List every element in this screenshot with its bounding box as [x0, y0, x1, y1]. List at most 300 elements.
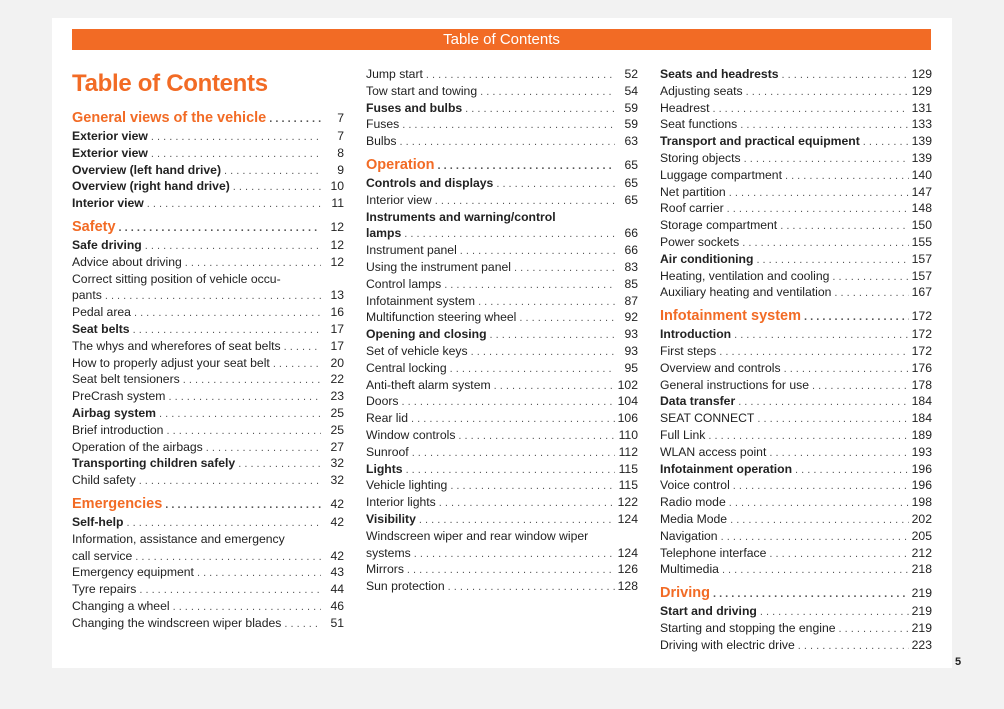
- toc-entry[interactable]: [660, 343, 932, 360]
- toc-entry[interactable]: [366, 427, 638, 444]
- toc-entry[interactable]: [660, 326, 932, 343]
- dot-leader: [151, 129, 321, 146]
- toc-entry[interactable]: [72, 598, 344, 615]
- dot-leader: [159, 406, 321, 423]
- toc-entry[interactable]: [72, 531, 344, 548]
- toc-entry-title: Safety: [72, 218, 116, 235]
- toc-entry-title: Exterior view: [72, 145, 148, 160]
- dot-leader: [721, 529, 909, 546]
- toc-page-number: 32: [330, 473, 344, 488]
- toc-entry[interactable]: [366, 309, 638, 326]
- toc-entry[interactable]: [660, 234, 932, 251]
- toc-entry[interactable]: [366, 100, 638, 117]
- dot-leader: [769, 445, 908, 462]
- toc-entry[interactable]: [660, 561, 932, 578]
- toc-entry[interactable]: [660, 511, 932, 528]
- toc-page-number: 124: [617, 511, 638, 526]
- dot-leader: [460, 243, 615, 260]
- toc-page-number: 148: [911, 201, 932, 216]
- toc-entry[interactable]: [366, 444, 638, 461]
- toc-entry-title: PreCrash system: [72, 389, 166, 404]
- dot-leader: [769, 546, 908, 563]
- toc-entry-title: Advice about driving: [72, 254, 182, 269]
- toc-entry[interactable]: [72, 128, 344, 145]
- toc-entry[interactable]: [366, 477, 638, 494]
- header-bar: Table of Contents: [72, 29, 931, 50]
- dot-leader: [119, 218, 321, 238]
- dot-leader: [224, 163, 321, 180]
- dot-leader: [173, 599, 321, 616]
- toc-page-number: 189: [911, 427, 932, 442]
- toc-page-number: 43: [330, 565, 344, 580]
- toc-entry[interactable]: [660, 528, 932, 545]
- toc-page-number: 223: [911, 637, 932, 652]
- toc-entry[interactable]: [72, 287, 344, 304]
- toc-entry[interactable]: [366, 192, 638, 209]
- toc-page-number: 110: [618, 427, 638, 442]
- toc-entry[interactable]: [72, 271, 344, 288]
- toc-page-number: 122: [617, 495, 638, 510]
- toc-entry[interactable]: [72, 254, 344, 271]
- toc-entry[interactable]: [72, 548, 344, 565]
- toc-entry[interactable]: [72, 321, 344, 338]
- toc-page-number: 12: [330, 219, 344, 234]
- toc-entry-title: Full Link: [660, 427, 706, 442]
- toc-entry[interactable]: [366, 242, 638, 259]
- toc-entry[interactable]: [660, 444, 932, 461]
- toc-entry-title: The whys and wherefores of seat belts: [72, 338, 281, 353]
- toc-page-number: 129: [911, 83, 932, 98]
- toc-entry[interactable]: [366, 578, 638, 595]
- toc-entry-title: Fuses: [366, 117, 400, 132]
- dot-leader: [863, 134, 909, 151]
- toc-page-number: 22: [330, 372, 344, 387]
- toc-page-number: 20: [330, 355, 344, 370]
- toc-entry[interactable]: [72, 338, 344, 355]
- toc-entry[interactable]: [660, 268, 932, 285]
- dot-leader: [757, 411, 908, 428]
- dot-leader: [166, 423, 321, 440]
- dot-leader: [414, 546, 615, 563]
- dot-leader: [426, 67, 615, 84]
- toc-entry[interactable]: [366, 360, 638, 377]
- toc-entry[interactable]: [366, 116, 638, 133]
- dot-leader: [712, 101, 908, 118]
- toc-entry[interactable]: [366, 410, 638, 427]
- toc-page-number: 8: [337, 145, 344, 160]
- toc-entry-title: lamps: [366, 226, 402, 241]
- dot-leader: [708, 428, 908, 445]
- toc-entry-title: Using the instrument panel: [366, 259, 511, 274]
- toc-entry[interactable]: [366, 561, 638, 578]
- toc-page-number: 17: [330, 321, 344, 336]
- toc-page-number: 12: [330, 237, 344, 252]
- dot-leader: [450, 361, 615, 378]
- toc-entry[interactable]: [366, 293, 638, 310]
- toc-page-number: 184: [911, 411, 932, 426]
- dot-leader: [490, 327, 615, 344]
- toc-entry-title: Sun protection: [366, 579, 445, 594]
- toc-entry[interactable]: [72, 388, 344, 405]
- dot-leader: [746, 84, 909, 101]
- toc-entry-title: Transport and practical equipment: [660, 134, 860, 149]
- toc-entry[interactable]: [366, 175, 638, 192]
- toc-entry[interactable]: [660, 637, 932, 654]
- toc-entry-title: Exterior view: [72, 129, 148, 143]
- toc-page-number: 172: [911, 309, 932, 324]
- dot-leader: [105, 288, 321, 305]
- toc-entry[interactable]: [366, 66, 638, 83]
- toc-page-number: 219: [911, 586, 932, 601]
- toc-entry[interactable]: [72, 304, 344, 321]
- toc-entry-title: How to properly adjust your seat belt: [72, 355, 270, 370]
- toc-chapter[interactable]: [72, 494, 344, 514]
- toc-page-number: 59: [624, 117, 638, 132]
- toc-entry[interactable]: [660, 461, 932, 478]
- toc-entry-title: Changing the windscreen wiper blades: [72, 615, 282, 630]
- toc-entry-title: Infotainment system: [660, 308, 801, 325]
- toc-page-number: 92: [624, 310, 638, 325]
- toc-page-number: 95: [624, 360, 638, 375]
- toc-entry-title: Multifunction steering wheel: [366, 310, 517, 325]
- toc-page-number: 9: [337, 162, 344, 177]
- dot-leader: [412, 445, 615, 462]
- toc-page-number: 102: [617, 377, 638, 392]
- dot-leader: [407, 562, 615, 579]
- toc-entry-title: Rear lid: [366, 411, 408, 426]
- toc-entry[interactable]: [366, 225, 638, 242]
- toc-entry[interactable]: [366, 461, 638, 478]
- toc-page-number: 66: [624, 226, 638, 241]
- toc-page-number: 104: [617, 394, 638, 409]
- dot-leader: [730, 512, 909, 529]
- dot-leader: [419, 512, 615, 529]
- dot-leader: [411, 411, 615, 428]
- toc-page-number: 128: [617, 579, 638, 594]
- toc-page-number: 51: [330, 615, 344, 630]
- toc-page-number: 176: [911, 360, 932, 375]
- toc-page-number: 193: [911, 444, 932, 459]
- toc-entry-title: General instructions for use: [660, 377, 810, 392]
- toc-entry[interactable]: [366, 343, 638, 360]
- dot-leader: [183, 372, 321, 389]
- dot-leader: [404, 226, 615, 243]
- toc-entry[interactable]: [72, 162, 344, 179]
- toc-entry-title: Window controls: [366, 427, 456, 442]
- toc-entry-title: WLAN access point: [660, 444, 767, 459]
- toc-chapter[interactable]: [72, 108, 344, 128]
- dot-leader: [402, 117, 615, 134]
- toc-entry[interactable]: [660, 545, 932, 562]
- toc-entry[interactable]: [660, 200, 932, 217]
- dot-leader: [269, 109, 321, 129]
- dot-leader: [744, 151, 909, 168]
- toc-page-number: 167: [911, 285, 932, 300]
- toc-entry-title: Anti-theft alarm system: [366, 377, 491, 392]
- toc-page-number: 218: [911, 562, 932, 577]
- toc-page-number: 16: [330, 305, 344, 320]
- toc-page-number: 7: [337, 111, 344, 125]
- dot-leader: [519, 310, 615, 327]
- dot-leader: [729, 495, 909, 512]
- toc-page-number: 52: [624, 67, 638, 81]
- toc-entry[interactable]: [72, 514, 344, 531]
- toc-entry-title: Introduction: [660, 327, 732, 342]
- dot-leader: [284, 339, 321, 356]
- toc-entry[interactable]: [366, 393, 638, 410]
- toc-entry[interactable]: [660, 427, 932, 444]
- toc-entry[interactable]: [72, 615, 344, 632]
- toc-entry[interactable]: [660, 184, 932, 201]
- dot-leader: [133, 322, 321, 339]
- dot-leader: [719, 344, 908, 361]
- toc-entry-title: Operation of the airbags: [72, 439, 203, 454]
- toc-entry-title: Driving: [660, 585, 710, 602]
- toc-chapter[interactable]: [660, 306, 932, 326]
- dot-leader: [782, 67, 909, 84]
- toc-entry-title: Starting and stopping the engine: [660, 620, 836, 635]
- dot-leader: [139, 473, 321, 490]
- toc-entry[interactable]: [366, 209, 638, 226]
- toc-page-number: 172: [911, 343, 932, 358]
- toc-entry-title: call service: [72, 548, 133, 563]
- toc-entry[interactable]: [660, 83, 932, 100]
- toc-entry[interactable]: [72, 355, 344, 372]
- toc-entry-title: First steps: [660, 343, 717, 358]
- toc-entry-title: Overview (right hand drive): [72, 179, 230, 194]
- toc-page-number: 23: [330, 389, 344, 404]
- toc-entry[interactable]: [660, 360, 932, 377]
- toc-entry[interactable]: [72, 581, 344, 598]
- toc-entry-title: Vehicle lighting: [366, 478, 448, 493]
- toc-page-number: 63: [624, 134, 638, 149]
- toc-entry[interactable]: [660, 217, 932, 234]
- toc-page-number: 10: [330, 179, 344, 194]
- dot-leader: [134, 305, 321, 322]
- toc-entry-title: Emergency equipment: [72, 565, 194, 580]
- toc-page-number: 205: [911, 528, 932, 543]
- toc-entry-title: Airbag system: [72, 405, 156, 420]
- toc-entry[interactable]: [72, 195, 344, 212]
- toc-page-number: 196: [911, 461, 932, 476]
- dot-leader: [785, 168, 909, 185]
- toc-page-number: 139: [911, 134, 932, 149]
- toc-page-number: 13: [330, 288, 344, 303]
- toc-entry[interactable]: [72, 564, 344, 581]
- toc-entry-title: Opening and closing: [366, 327, 487, 342]
- toc-entry[interactable]: [366, 545, 638, 562]
- toc-entry-title: Air conditioning: [660, 251, 754, 266]
- toc-entry-title: Auxiliary heating and ventilation: [660, 285, 832, 300]
- toc-entry-title: Voice control: [660, 478, 730, 493]
- toc-entry[interactable]: [660, 251, 932, 268]
- toc-entry-title: Infotainment system: [366, 293, 476, 308]
- toc-entry[interactable]: [660, 393, 932, 410]
- toc-entry[interactable]: [366, 494, 638, 511]
- dot-leader: [233, 179, 321, 196]
- toc-page-number: 42: [330, 514, 344, 529]
- toc-entry[interactable]: [72, 439, 344, 456]
- dot-leader: [734, 327, 909, 344]
- toc-column-2: [366, 66, 638, 595]
- toc-page-number: 65: [624, 175, 638, 190]
- toc-entry-title: Data transfer: [660, 394, 736, 409]
- dot-leader: [722, 562, 909, 579]
- toc-entry[interactable]: [660, 66, 932, 83]
- toc-entry[interactable]: [72, 455, 344, 472]
- toc-entry[interactable]: [366, 326, 638, 343]
- toc-entry[interactable]: [660, 410, 932, 427]
- toc-entry-title: Emergencies: [72, 495, 163, 512]
- toc-entry-title: Net partition: [660, 184, 726, 199]
- toc-entry[interactable]: [72, 145, 344, 162]
- toc-entry-title: Headrest: [660, 100, 710, 115]
- toc-entry[interactable]: [660, 100, 932, 117]
- toc-entry-title: Lights: [366, 461, 403, 476]
- toc-page-number: 184: [911, 394, 932, 409]
- toc-entry-title: Telephone interface: [660, 545, 767, 560]
- toc-page-number: 196: [911, 478, 932, 493]
- toc-entry[interactable]: [366, 259, 638, 276]
- toc-page-number: 42: [330, 496, 344, 511]
- toc-page-number: 25: [330, 422, 344, 437]
- toc-entry-title: Operation: [366, 156, 435, 173]
- toc-entry-title: Child safety: [72, 473, 136, 488]
- toc-entry[interactable]: [72, 237, 344, 254]
- toc-entry[interactable]: [660, 284, 932, 301]
- toc-chapter[interactable]: [366, 155, 638, 175]
- dot-leader: [238, 456, 321, 473]
- toc-entry[interactable]: [660, 133, 932, 150]
- dot-leader: [756, 252, 908, 269]
- toc-page-number: 115: [618, 478, 638, 493]
- dot-leader: [795, 462, 909, 479]
- toc-page-number: 83: [624, 259, 638, 274]
- toc-entry-title: pants: [72, 288, 102, 303]
- dot-leader: [165, 495, 321, 515]
- dot-leader: [400, 134, 616, 151]
- toc-page-number: 129: [911, 67, 932, 81]
- toc-page-number: 85: [624, 276, 638, 291]
- toc-page-number: 155: [911, 234, 932, 249]
- dot-leader: [832, 269, 908, 286]
- toc-entry[interactable]: [72, 371, 344, 388]
- toc-entry-title: Visibility: [366, 511, 416, 526]
- dot-leader: [839, 621, 909, 638]
- toc-page-number: 65: [624, 192, 638, 207]
- toc-entry[interactable]: [660, 167, 932, 184]
- toc-entry[interactable]: [366, 377, 638, 394]
- toc-entry-title: Seat belt tensioners: [72, 372, 180, 387]
- toc-entry-title: Safe driving: [72, 237, 142, 252]
- toc-entry-title: Roof carrier: [660, 201, 724, 216]
- toc-page-number: 219: [911, 604, 932, 619]
- toc-entry[interactable]: [72, 472, 344, 489]
- toc-entry[interactable]: [660, 150, 932, 167]
- dot-leader: [437, 156, 615, 176]
- dot-leader: [471, 344, 615, 361]
- page-number: 5: [955, 656, 962, 668]
- toc-page-number: 32: [330, 456, 344, 471]
- dot-leader: [727, 201, 909, 218]
- toc-page-number: 54: [624, 83, 638, 98]
- toc-entry[interactable]: [660, 494, 932, 511]
- dot-leader: [444, 277, 615, 294]
- toc-entry-title: Instruments and warning/control: [366, 209, 556, 224]
- toc-entry-title: Brief introduction: [72, 422, 164, 437]
- toc-entry[interactable]: [366, 83, 638, 100]
- toc-page-number: 172: [911, 327, 932, 342]
- dot-leader: [139, 582, 321, 599]
- toc-entry-title: Windscreen wiper and rear window wiper: [366, 528, 589, 543]
- toc-entry-title: Adjusting seats: [660, 83, 743, 98]
- toc-entry-title: SEAT CONNECT: [660, 411, 755, 426]
- toc-entry-title: Infotainment operation: [660, 461, 793, 476]
- toc-entry-title: Bulbs: [366, 134, 397, 149]
- dot-leader: [812, 378, 909, 395]
- dot-leader: [494, 378, 615, 395]
- toc-page-number: 212: [911, 545, 932, 560]
- toc-entry-title: Tyre repairs: [72, 582, 137, 597]
- toc-entry[interactable]: [660, 116, 932, 133]
- toc-entry[interactable]: [366, 276, 638, 293]
- toc-entry[interactable]: [72, 422, 344, 439]
- toc-entry[interactable]: [660, 477, 932, 494]
- toc-page-number: 157: [911, 251, 932, 266]
- toc-entry-title: Multimedia: [660, 562, 719, 577]
- toc-page-number: 42: [330, 548, 344, 563]
- toc-entry[interactable]: [72, 405, 344, 422]
- toc-page-number: 25: [330, 405, 344, 420]
- toc-page-number: 65: [624, 157, 638, 172]
- toc-page-number: 59: [624, 100, 638, 115]
- toc-page-number: 124: [617, 545, 638, 560]
- toc-page-number: 12: [330, 254, 344, 269]
- toc-page-number: 178: [911, 377, 932, 392]
- toc-entry-title: Self-help: [72, 514, 124, 529]
- toc-entry[interactable]: [366, 133, 638, 150]
- toc-page-number: 139: [911, 150, 932, 165]
- dot-leader: [168, 389, 321, 406]
- toc-page-number: 106: [617, 411, 638, 426]
- toc-entry[interactable]: [72, 178, 344, 195]
- toc-entry[interactable]: [366, 528, 638, 545]
- toc-column-1: [72, 108, 344, 632]
- toc-page-number: 126: [617, 562, 638, 577]
- toc-column-3: [660, 66, 932, 654]
- toc-entry[interactable]: [660, 620, 932, 637]
- toc-entry-title: Media Mode: [660, 511, 728, 526]
- toc-entry[interactable]: [660, 377, 932, 394]
- toc-chapter[interactable]: [660, 583, 932, 603]
- toc-entry-title: Driving with electric drive: [660, 637, 795, 652]
- toc-entry[interactable]: [660, 603, 932, 620]
- toc-entry-title: Fuses and bulbs: [366, 100, 463, 115]
- toc-entry[interactable]: [366, 511, 638, 528]
- toc-page-number: 131: [911, 100, 932, 115]
- dot-leader: [458, 428, 615, 445]
- toc-page-number: 150: [911, 218, 932, 233]
- toc-page-number: 44: [330, 582, 344, 597]
- dot-leader: [480, 84, 615, 101]
- toc-entry-title: Heating, ventilation and cooling: [660, 268, 830, 283]
- toc-chapter[interactable]: [72, 217, 344, 237]
- toc-page-number: 202: [911, 511, 932, 526]
- toc-page-number: 66: [624, 243, 638, 258]
- toc-page-number: 157: [911, 268, 932, 283]
- toc-entry-title: Seat belts: [72, 321, 130, 336]
- toc-entry-title: Transporting children safely: [72, 456, 236, 471]
